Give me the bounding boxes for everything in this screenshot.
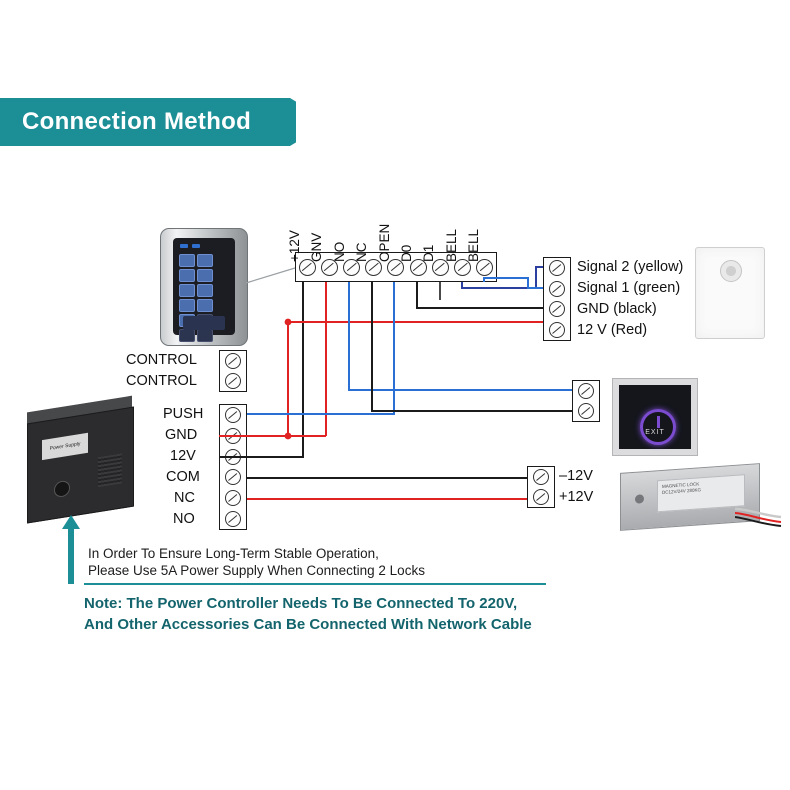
note-arrow-icon xyxy=(62,515,80,529)
note-line-4: And Other Accessories Can Be Connected With Network Cable xyxy=(84,616,532,633)
psu-label-nc: NC xyxy=(174,490,195,506)
chime-label-gnd: GND (black) xyxy=(577,301,657,317)
note-line-1: In Order To Ensure Long-Term Stable Operation, xyxy=(88,546,379,561)
chime-label-signal2: Signal 2 (yellow) xyxy=(577,259,684,275)
exit-button-label: EXIT xyxy=(645,429,665,436)
terminal-label-2: GNV xyxy=(309,232,324,262)
power-supply-label: Power Supply xyxy=(42,433,88,460)
psu-label-control-2: CONTROL xyxy=(126,373,197,389)
terminal-label-4: NC xyxy=(354,242,369,262)
note-line-3: Note: The Power Controller Needs To Be Connected To 220V, xyxy=(84,595,518,612)
note-stable-operation xyxy=(88,545,425,579)
note-arrow-stem xyxy=(68,528,74,584)
psu-label-com: COM xyxy=(166,469,200,485)
psu-label-push: PUSH xyxy=(163,406,204,422)
lock-label-minus12v: –12V xyxy=(559,468,593,484)
page-title: Connection Method xyxy=(22,108,252,135)
psu-label-12v: 12V xyxy=(170,448,196,464)
note-line-2: Please Use 5A Power Supply When Connecting 2 Locks xyxy=(88,563,425,578)
terminal-label-8: BELL xyxy=(444,228,459,262)
psu-label-control-1: CONTROL xyxy=(126,352,197,368)
lock-label-plus12v: +12V xyxy=(559,489,594,505)
terminal-label-6: D0 xyxy=(399,244,414,262)
terminal-label-1: +12V xyxy=(287,230,302,262)
terminal-label-9: BELL xyxy=(466,228,481,262)
chime-label-12v: 12 V (Red) xyxy=(577,322,648,338)
terminal-label-7: D1 xyxy=(421,244,436,262)
note-power-controller xyxy=(84,593,532,635)
terminal-label-5: OPEN xyxy=(377,223,392,262)
note-divider xyxy=(84,583,546,585)
psu-label-no: NO xyxy=(173,511,195,527)
terminal-label-3: NO xyxy=(332,241,347,262)
chime-label-signal1: Signal 1 (green) xyxy=(577,280,681,296)
psu-label-gnd: GND xyxy=(165,427,198,443)
magnetic-lock-spec-text: MAGNETIC LOCK DC12V/24V 280KG xyxy=(662,481,702,495)
